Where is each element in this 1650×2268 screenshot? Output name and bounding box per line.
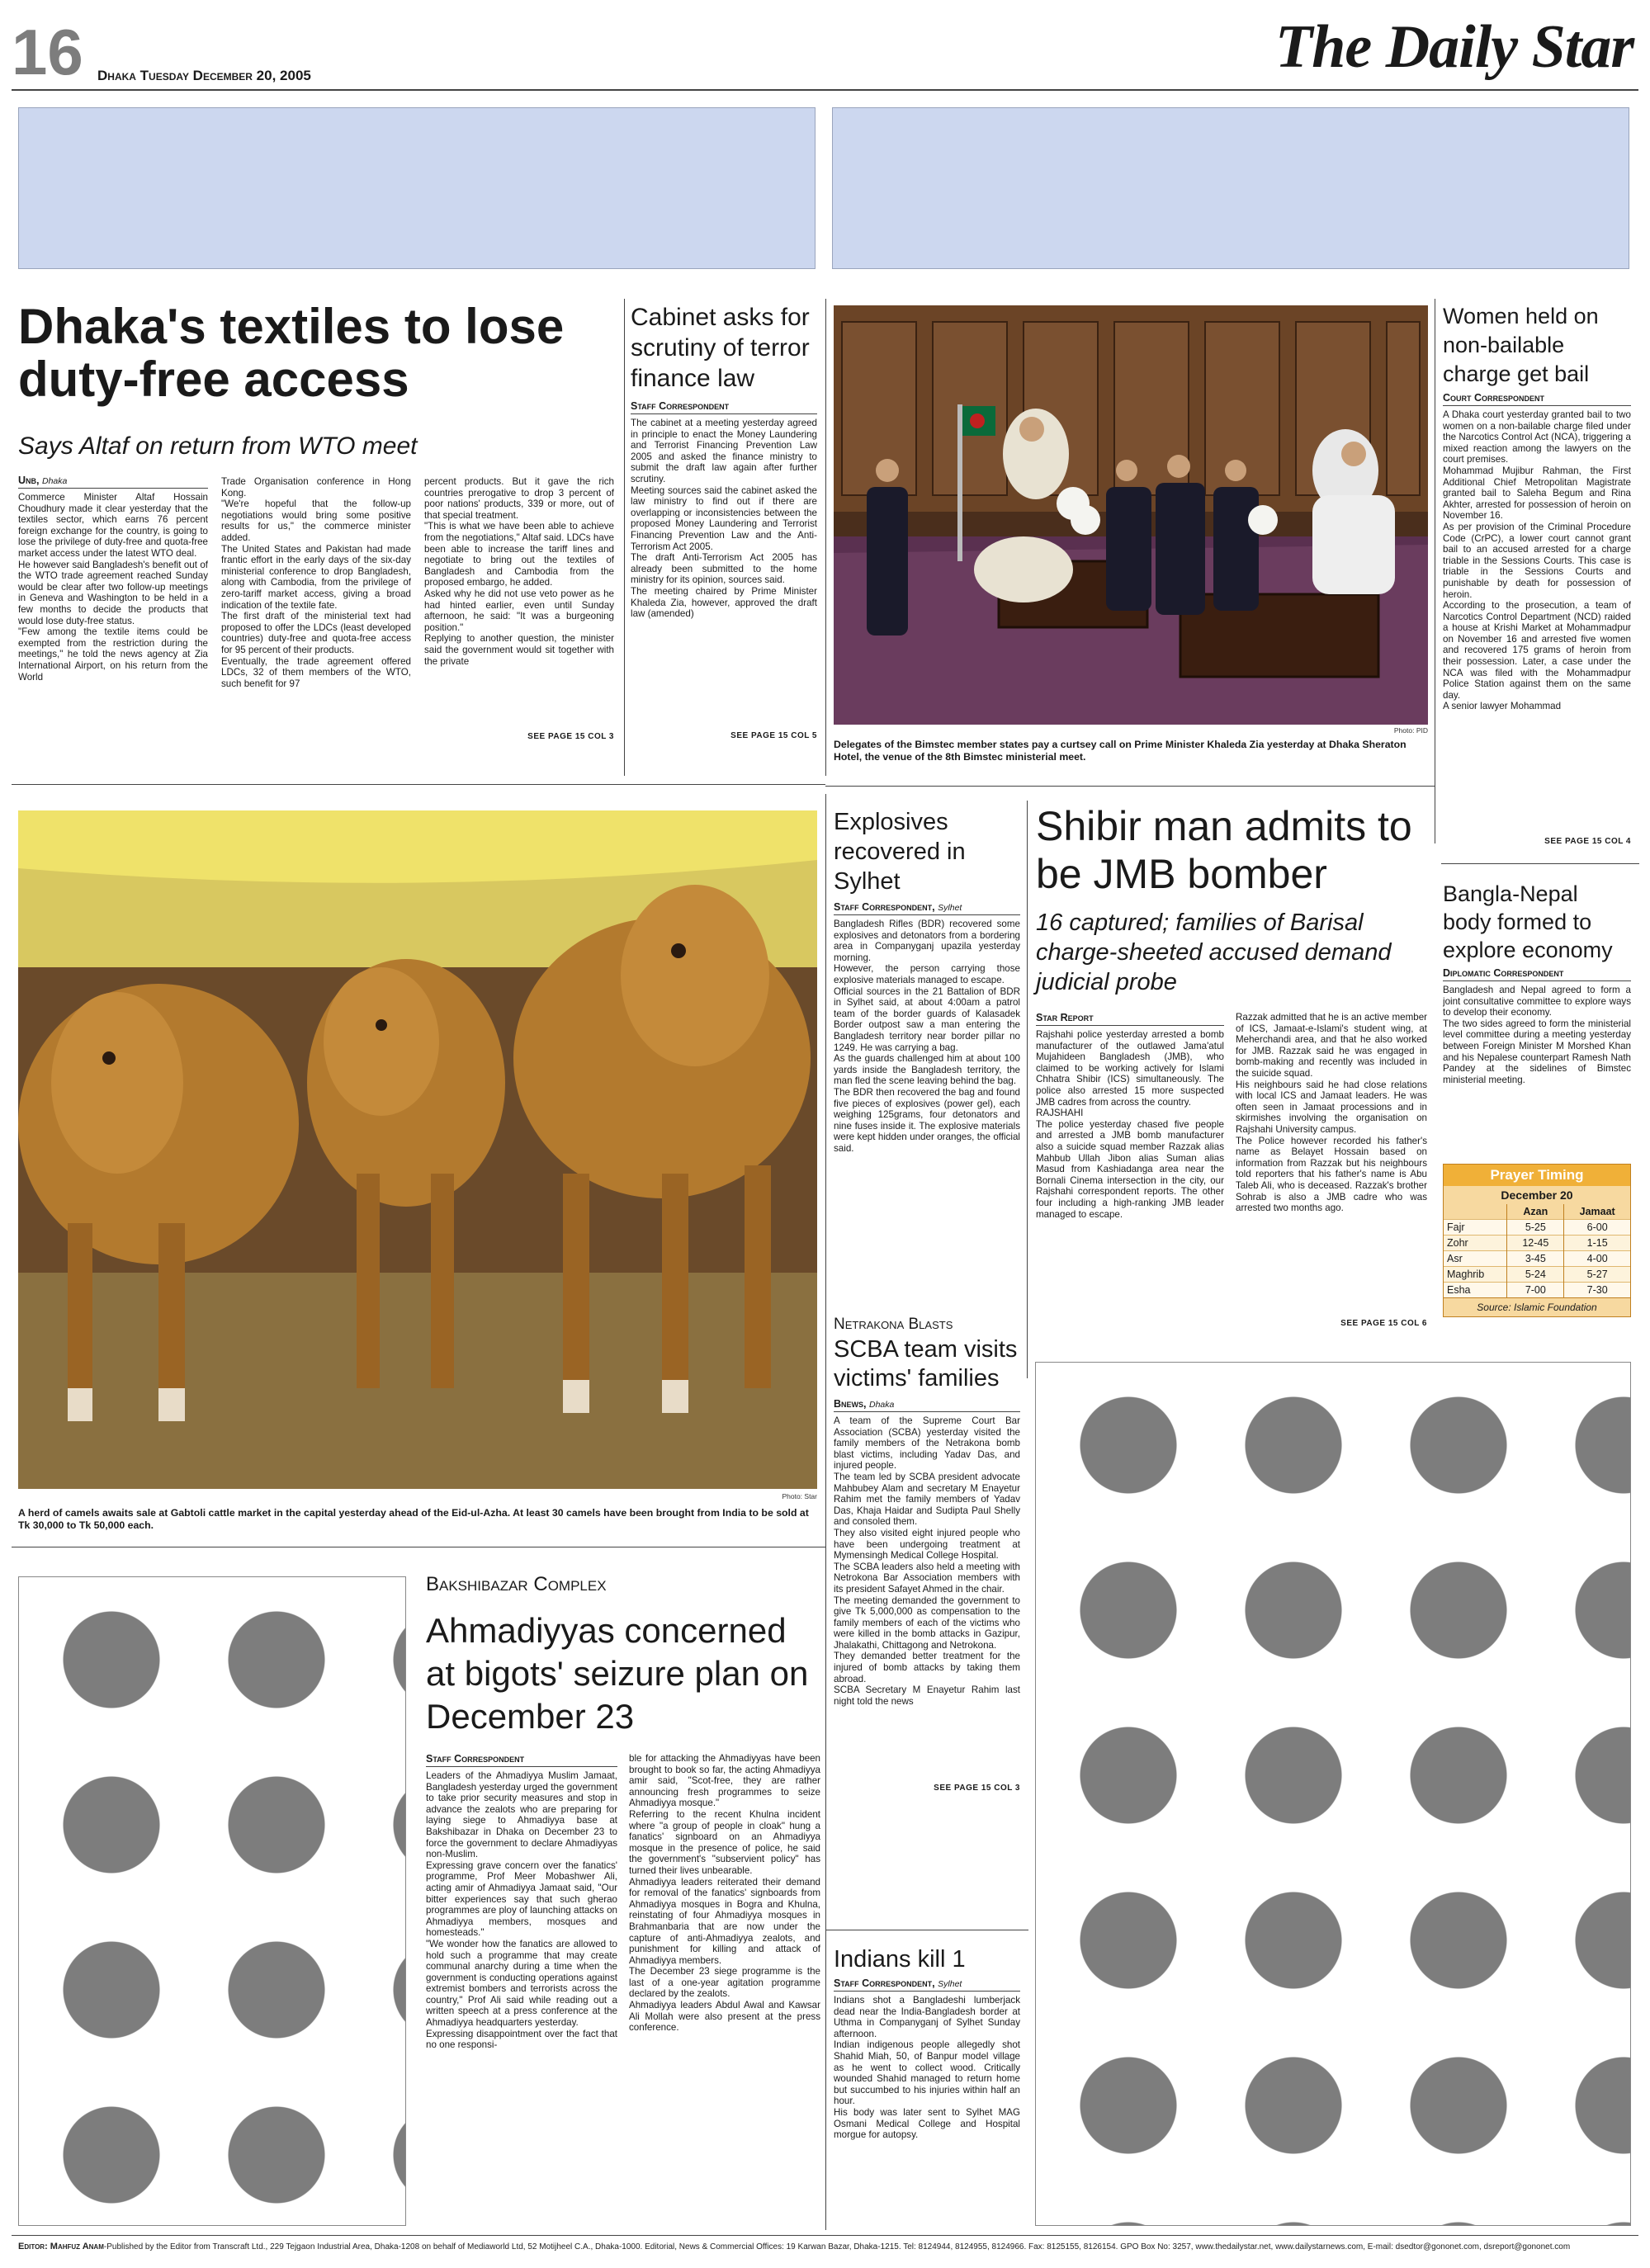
- azan-time: 12-45: [1507, 1236, 1564, 1251]
- prayer-name: Maghrib: [1444, 1267, 1507, 1283]
- jamaat-time: 5-27: [1564, 1267, 1630, 1283]
- prayer-row: [1444, 1251, 1630, 1267]
- jump-link[interactable]: SEE PAGE 15 COL 3: [527, 732, 614, 741]
- footer-editor: Editor: Mahfuz Anam: [18, 2242, 104, 2251]
- ad-space-left: [18, 107, 816, 269]
- headline-bangla-nepal: Bangla-Nepal body formed to explore economy: [1443, 881, 1613, 962]
- ahmadiyya-col1: [426, 1753, 617, 2233]
- jump-link[interactable]: SEE PAGE 15 COL 5: [730, 731, 817, 740]
- footer-imprint: Editor: Mahfuz Anam-Published by the Editor from Transcraft Ltd., 229 Tejgaon Industrial Area, Dhaka-1208 on behalf of Mediaworld Ltd, 52 Motijheel C.A., Dhaka-1000. Editorial, News & Commercial Offices: 19 Karwan Bazar, Dhaka-1215. Tel: 8124944, 8124955, 8124966. Fax: 8125155, 8126154. GPO Box No: 3257, www.thedailystar.net, www.dailystarnews.com, E-mail: dsedtor@gononet.com, dsreport@gononet.com: [18, 2242, 1571, 2251]
- prayer-name: Asr: [1444, 1251, 1507, 1267]
- article-body: A team of the Supreme Court Bar Association (SCBA) yesterday visited the family members of the Netrakona bomb blast victims, including Yadav Das, and injured people. The team led by SCBA president advocate Mahbubey Alam and secretary M Enayetur Rahim met the family members of Yadav Das, Khaja Haidar and Sudipta Paul Shelly and consoled them. They also visited eight injured people who have been undergoing treatment at Mymensingh Medical College Hospital. The SCBA leaders also held a meeting with Netrokona Bar Association members with its president Safayet Ahmed in the chair. The meeting demanded the government to give Tk 5,000,000 as compensation to the family members of each of the victims who were killed in the bomb attacks in Gazipur, Jhalakathi, Chittagong and Netrokona. They demanded better treatment for the injured of bomb attacks by taking them abroad. SCBA Secretary M Enayetur Rahim last night told the news: [834, 1415, 1020, 1707]
- article-body: percent products. But it gave the rich countries prerogative to drop 3 percent of poor nations' products, 339 or more, out of that special treatment. "This is what we have been able to achieve from the negotiations," Altaf said. LDCs have been able to increase the tariff lines and negotiate to bring out the textiles of Bangladesh and Cambodia from the proposed embargo, he added. Asked why he did not use veto power as he had hinted earlier, even until Sunday afternoon, he said: "It was a burgeoning position." Replying to another question, the minister said the government would sit together with the private: [424, 476, 614, 667]
- headline-women: Women held on non-bailable charge get bail: [1443, 304, 1599, 386]
- column-divider: [825, 299, 826, 776]
- prayer-timing-box: [1443, 1164, 1631, 1317]
- camels-image: [18, 810, 817, 1489]
- prayer-row: [1444, 1267, 1630, 1283]
- article-body: Rajshahi police yesterday arrested a bomb manufacturer of the outlawed Jama'atul Mujahideen Bangladesh (JMB), who claimed to be working actively for Islami Chhatra Shibir (ICS) simultaneously. The police also arrested 15 more suspected JMB cadres from across the country. RAJSHAHI The police yesterday chased five people and arrested a JMB bomb manufacturer also a suicide squad member Razzak alias Mahbub Ullah Jibon alias Suman alias Masud from Kashiadanga area near the Bornali Cinema intersection in the city, our Rajshahi correspondent reports. The other four including a high-ranking JMB leader managed to escape.: [1036, 1029, 1224, 1220]
- netrakona-story: [834, 1316, 1020, 1793]
- prayer-row: [1444, 1283, 1630, 1298]
- photo-credit: Photo: PID: [1393, 726, 1428, 735]
- prayer-rows: [1444, 1220, 1630, 1298]
- page-number: 16: [12, 16, 83, 88]
- jamaat-time: 6-00: [1564, 1220, 1630, 1236]
- dateline: Dhaka Tuesday December 20, 2005: [97, 68, 311, 83]
- azan-time: 7-00: [1507, 1283, 1564, 1298]
- header-rule: [12, 89, 1638, 91]
- article-body: Indians shot a Bangladeshi lumberjack dead near the India-Bangladesh border at Uthma in Companyganj of Sylhet Sunday afternoon. Indian indigenous people allegedly shot Shahid Miah, 50, of Banpur model village as he went to collect wood. Critically wounded Shahid managed to return home but succumbed to his injuries within half an hour. His body was later sent to Sylhet MAG Osmani Medical College and Hospital morgue for autopsy.: [834, 1995, 1020, 2141]
- prayer-name: Zohr: [1444, 1236, 1507, 1251]
- indians-story: [834, 1944, 1020, 2201]
- jump-link[interactable]: SEE PAGE 15 COL 4: [1544, 837, 1631, 846]
- textiles-col2: Trade Organisation conference in Hong Kong. "We're hopeful that the follow-up negotiations would bring some positive results for us," the commerce minister added. The United States and Pakistan had made frantic effort in the early days of the six-day ministerial conference to drop Bangladesh, along with Cambodia, from the privilege of zero-tariff market access, giving a broad indication of the textile fate. The first draft of the ministerial text had proposed to offer the LDCs (least developed countries) duty-free and quota-free access for 95 percent of their products. Eventually, the trade agreement offered LDCs, 32 of them members of the WTO, such benefit for 97: [221, 476, 411, 689]
- jump-link[interactable]: SEE PAGE 15 COL 6: [1340, 1319, 1427, 1328]
- headline-netrakona: SCBA team visits victims' families: [834, 1336, 1018, 1392]
- kicker-netrakona: Netrakona Blasts: [834, 1316, 953, 1333]
- byline-cabinet: Staff Correspondent: [631, 400, 817, 414]
- headline-explosives: Explosives recovered in Sylhet: [834, 809, 966, 895]
- headline-indians: Indians kill 1: [834, 1946, 966, 1973]
- headline-textiles: Dhaka's textiles to lose duty-free access: [18, 299, 565, 407]
- photo-caption: A herd of camels awaits sale at Gabtoli cattle market in the capital yesterday ahead of the Eid-ul-Azha. At least 30 camels have been brought from India to be sold at Tk 30,000 to Tk 50,000 each.: [18, 1507, 809, 1531]
- section-rule: [1441, 863, 1639, 864]
- footer-rule: [12, 2235, 1638, 2236]
- jamaat-time: 4-00: [1564, 1251, 1630, 1267]
- section-rule: [12, 784, 825, 785]
- article-body: A Dhaka court yesterday granted bail to two women on a non-bailable charge filed under the Narcotics Control Act (NCA), triggering a mixed reaction among the lawyers on the court premises. Mohammad Mujibur Rahman, the First Additional Chief Metropolitan Magistrate granted bail to Saleha Begum and Rina Akhter, arrested for possession of heroin on November 16. As per provision of the Criminal Procedure Code (CrPC), a lower court cannot grant bail to an accused arrested for a charge triable in the Sessions Courts. This case is triable in the Sessions Courts and punishable by death for possession of heroin. According to the prosecution, a team of Narcotics Control Department (NCD) raided a house at Krishi Market at Mohammadpur on November 16 and arrested five women and recovered 175 grams of heroin from their possession. Later, a case under the NCA was filed with the Mohammadpur Police Station against them on the same day. A senior lawyer Mohammad: [1443, 409, 1631, 712]
- byline-women: Court Correspondent: [1443, 392, 1631, 406]
- photo-caption: Delegates of the Bimstec member states pay a curtsey call on Prime Minister Khaleda Zia yesterday at Dhaka Sheraton Hotel, the venue of the 8th Bimstec ministerial meet.: [834, 739, 1407, 763]
- textiles-col1: [18, 475, 208, 758]
- women-story: [1443, 302, 1631, 846]
- subhead-shibir: 16 captured; families of Barisal charge-sheeted accused demand judicial probe: [1036, 910, 1392, 995]
- footer-publisher: Published by the Editor from Transcraft Ltd., 229 Tejgaon Industrial Area, Dhaka-1208 on behalf of Mediaworld Ltd, 52 Motijheel C.A., Dhaka-1000. Editorial, News & Commercial Offices: 19 Karwan Bazar, Dhaka-1215. Tel: 8124944, 8124955, 8124966. Fax: 8125155, 8126154. GPO Box No: 3257, www.thedailystar.net, www.dailystarnews.com, E-mail: dsedtor@gononet.com, dsreport@gononet.com: [106, 2242, 1571, 2251]
- byline-explosives: Staff Correspondent, Sylhet: [834, 901, 1020, 915]
- byline-textiles: Unb, Dhaka: [18, 475, 208, 489]
- cabinet-story: [631, 302, 817, 740]
- headline-ahmadiyya: Ahmadiyyas concerned at bigots' seizure plan on December 23: [426, 1611, 809, 1736]
- prayer-source: Source: Islamic Foundation: [1444, 1297, 1630, 1316]
- prayer-row: [1444, 1236, 1630, 1251]
- headline-cabinet: Cabinet asks for scrutiny of terror finance law: [631, 304, 810, 392]
- article-body: The cabinet at a meeting yesterday agreed in principle to enact the Money Laundering and Terrorist Financing Prevention Law 2005 and asked the finance ministry to submit the draft law again after further scrutiny. Meeting sources said the cabinet asked the law ministry to find out if there are overlapping or inconsistencies between the proposed Money Laundering and Terrorist Financing Prevention Law and the Anti-Terrorism Act 2005. The draft Anti-Terrorism Act 2005 has already been submitted to the home ministry for its opinion, sources said. The meeting chaired by Prime Minister Khaleda Zia, however, approved the draft law (amended): [631, 418, 817, 620]
- prayer-title: Prayer Timing: [1444, 1165, 1630, 1186]
- kicker-ahmadiyya: Bakshibazar Complex: [426, 1573, 607, 1595]
- jump-link[interactable]: SEE PAGE 15 COL 3: [934, 1784, 1020, 1793]
- headline-shibir: Shibir man admits to be JMB bomber: [1036, 803, 1412, 897]
- prayer-table: [1444, 1204, 1630, 1297]
- shibir-col2: [1236, 1012, 1427, 1328]
- prayer-name: Esha: [1444, 1283, 1507, 1298]
- column-divider: [825, 794, 826, 2230]
- azan-time: 3-45: [1507, 1251, 1564, 1267]
- col-header-azan: Azan: [1507, 1204, 1564, 1220]
- placeholder-image-left: [18, 1576, 406, 2226]
- bimstec-meeting-image: [834, 305, 1428, 725]
- photo-credit: Photo: Star: [782, 1492, 817, 1500]
- prayer-date: December 20: [1444, 1186, 1630, 1204]
- byline-indians: Staff Correspondent, Sylhet: [834, 1977, 1020, 1992]
- article-body: Commerce Minister Altaf Hossain Choudhury made it clear yesterday that the textiles sector, which earns 76 percent foreign exchange for the country, is going to lose the privilege of duty-free and quota-free market access under the latest WTO deal. He however said Bangladesh's benefit out of the WTO trade agreement reached Sunday would be clear after two follow-up meetings in Geneva and Washington to be held in a few months to decide the products that would lose duty-free status. "Few among the textile items could be exempted from the restriction during the meetings," he told the news agency at Zia International Airport, on his return from the World: [18, 492, 208, 683]
- shibir-col1: [1036, 1012, 1224, 1348]
- photo-bimstec: [834, 305, 1428, 725]
- col-header-jamaat: Jamaat: [1564, 1204, 1630, 1220]
- article-body: Leaders of the Ahmadiyya Muslim Jamaat, Bangladesh yesterday urged the government to take prior security measures and stop in advance the zealots who are preparing for laying siege to Ahmadiyya base at Bakshibazar in Dhaka on December 23 to force the government to declare Ahmadiyyas non-Muslim. Expressing grave concern over the fanatics' programme, Prof Meer Mobashwer Ali, acting amir of Ahmadiyya Jamaat said, "Our bitter experiences say that such gherao programmes are ploy of launching attacks on Ahmadiyya members, mosques and homesteads." "We wonder how the fanatics are allowed to hold such a programme that may create communal anarchy during a time when the government is conducting operations against extremist bombers and terrorists across the country," Prof Ali said while reading out a written speech at a press conference at the Ahmadiyya headquarters yesterday. Expressing disappointment over the fact that no one responsi-: [426, 1770, 617, 2051]
- prayer-name: Fajr: [1444, 1220, 1507, 1236]
- column-divider: [1027, 801, 1028, 1378]
- byline-shibir: Star Report: [1036, 1012, 1224, 1026]
- placeholder-image-right: [1035, 1362, 1631, 2226]
- ahmadiyya-col2: ble for attacking the Ahmadiyyas have been brought to book so far, the acting Ahmadiyya amir said, "Scot-free, they are rather announcing fresh programmes to seize Ahmadiyya mosque." Referring to the recent Khulna incident where "a group of people in cloak" hung a fanatics' signboard on an Ahmadiyya mosque in the presence of police, he said the government's "subservient policy" has turned their lives unbearable. Ahmadiyya leaders reiterated their demand for removal of the fanatics' signboards from Ahmadiyya mosques in Bogra and Khulna, reinstating of four Ahmadiyya mosques in Brahmanbaria that are now under the capture of anti-Ahmadiyya zealots, and punishment for killing and attack of Ahmadiyya members. The December 23 siege programme is the last of a one-year agitation programme declared by the zealots. Ahmadiyya leaders Abdul Awal and Kawsar Ali Mollah were also present at the press conference.: [629, 1753, 820, 2034]
- azan-time: 5-24: [1507, 1267, 1564, 1283]
- explosives-story: [834, 807, 1020, 1285]
- jamaat-time: 7-30: [1564, 1283, 1630, 1298]
- column-divider: [624, 299, 625, 776]
- ad-space-right: [832, 107, 1629, 269]
- photo-camels: [18, 810, 817, 1489]
- bangla-nepal-story: [1443, 880, 1631, 1120]
- byline-ahmadiyya: Staff Correspondent: [426, 1753, 617, 1767]
- textiles-col3: [424, 476, 614, 741]
- section-rule: [825, 786, 1435, 787]
- article-body: Razzak admitted that he is an active member of ICS, Jamaat-e-Islami's student wing, at Meherchandi area, and that he also worked for JMB. Razzak said he was engaged in bomb-making and recently was included in the suicide squad. His neighbours said he had close relations with local ICS and Jamaat leaders. He was often seen in Jamaat processions and in skirmishes involving the organisation on Rajshahi University campus. The Police however recorded his father's name as Belayet Hossain based on information from Razzak but his neighbours told reporters that his father's name is Abu Taleb Ali, who is deceased. Razzak's brother Sohrab is also a JMB cadre who was arrested two months ago.: [1236, 1012, 1427, 1214]
- masthead: The Daily Star: [1275, 13, 1634, 81]
- jamaat-time: 1-15: [1564, 1236, 1630, 1251]
- byline-netrakona: Bnews, Dhaka: [834, 1398, 1020, 1412]
- article-body: Bangladesh and Nepal agreed to form a joint consultative committee to explore ways to develop their economy. The two sides agreed to form the ministerial level committee during a meeting yesterday between Foreign Minister M Morshed Khan and his Nepalese counterpart Ramesh Nath Pandey at the sidelines of Bimstec ministerial meeting.: [1443, 985, 1631, 1085]
- byline-bangla-nepal: Diplomatic Correspondent: [1443, 967, 1631, 981]
- prayer-row: [1444, 1220, 1630, 1236]
- article-body: Bangladesh Rifles (BDR) recovered some explosives and detonators from a bordering area in Companyganj upazila yesterday morning. However, the person carrying those explosive materials managed to escape. Official sources in the 21 Battalion of BDR in Sylhet said, at about 4:00am a patrol team of the border guards of Kalasadek Border outpost saw a man entering the Bangladesh territory near border pillar no 1249. He was carrying a bag. As the guards challenged him at about 100 yards inside the Bangladesh territory, the man fled the scene leaving behind the bag. The BDR then recovered the bag and found five pieces of explosives (power gel), each weighing 125grams, four detonators and nine fuses inside it. The explosive materials were kept hidden under oranges, the official said.: [834, 919, 1020, 1154]
- azan-time: 5-25: [1507, 1220, 1564, 1236]
- subhead-textiles: Says Altaf on return from WTO meet: [18, 432, 418, 460]
